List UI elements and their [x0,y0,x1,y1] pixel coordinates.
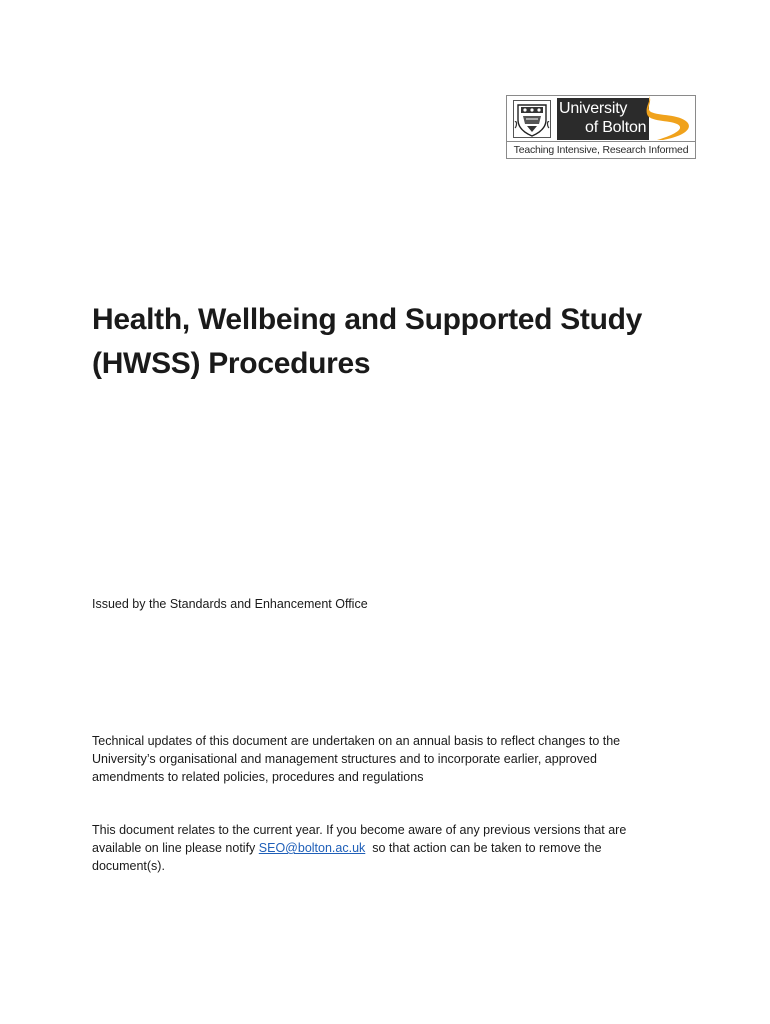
logo-line-2: of Bolton [585,119,647,136]
updates-paragraph [92,732,692,786]
title-line-1: Health, Wellbeing and Supported Study [92,303,643,336]
relates-line-3: document(s). [92,859,165,873]
logo-wordmark [557,98,649,140]
page-title [92,298,712,386]
relates-line-2 [92,839,692,857]
updates-line-1: Technical updates of this document are undertaken on an annual basis to reflect changes to the [92,734,621,748]
logo-header [507,96,695,142]
issued-line: Issued by the Standards and Enhancement Office [92,597,368,611]
relates-paragraph [92,821,692,875]
updates-line-2: University’s organisational and management structures and to incorporate earlier, approved [92,752,597,766]
issued-by-text [92,595,692,613]
swoosh-icon [643,96,695,140]
university-logo [506,95,696,159]
logo-tagline: Teaching Intensive, Research Informed [513,144,689,156]
relates-line-1: This document relates to the current year. If you become aware of any previous versions that are [92,823,627,837]
title-line-2: (HWSS) Procedures [92,347,371,380]
relates-line-2-before: available on line please notify [92,841,259,855]
relates-line-2-after: so that action can be taken to remove the [365,841,602,855]
updates-line-3: amendments to related policies, procedures and regulations [92,770,424,784]
logo-line-1: University [559,100,628,117]
email-link[interactable]: SEO@bolton.ac.uk [258,841,366,855]
crest-icon [513,100,551,138]
